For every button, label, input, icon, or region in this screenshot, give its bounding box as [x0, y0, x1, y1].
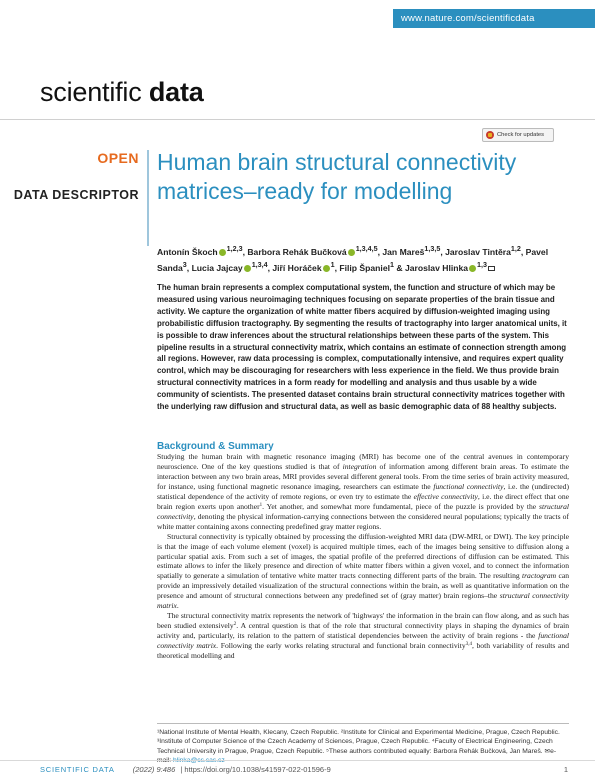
author-name[interactable]: Jaroslav Hlinka	[404, 263, 469, 274]
italic-term: integration	[342, 461, 377, 471]
orcid-icon[interactable]	[469, 265, 476, 272]
text-run: .	[176, 601, 179, 611]
author-affiliation: 1,2,3	[226, 245, 243, 253]
article-type-label: DATA DESCRIPTOR	[13, 188, 139, 202]
italic-term: effective connectivity	[413, 491, 478, 501]
journal-logo	[40, 76, 204, 108]
text-run: , both variability of results and theoretical modelling and	[157, 641, 569, 661]
italic-term: functional connectivity	[433, 481, 504, 491]
author-separator: ,	[186, 263, 192, 274]
text-run: , i.e. the direct effect that one brain region exerts upon another	[157, 491, 570, 511]
text-run: , denoting the physical information-carrying connections between the considered neural populations; typically the tracts of white matter containing axons connecting predefined gray matter regions.	[157, 511, 569, 531]
footer-divider	[0, 760, 595, 761]
crossmark-icon	[486, 131, 494, 139]
text-run: can provide an impressively detailed visualization of the structural connections within the brain, as well as quantitative information on the presence and amount of structural connections between any predefined set of (gray matter) brain regions–the	[157, 571, 570, 601]
open-access-label: OPEN	[97, 150, 139, 166]
paragraph-3	[157, 611, 569, 661]
italic-term: functional connectivity matrix	[157, 631, 569, 651]
body-text	[157, 452, 569, 661]
reference-link[interactable]: 1	[259, 502, 263, 508]
check-updates-label: Check for updates	[497, 132, 545, 138]
footer-journal: SCIENTIFIC DATA	[40, 765, 115, 774]
orcid-icon[interactable]	[219, 249, 226, 256]
italic-term: structural connectivity matrix	[157, 591, 569, 611]
email-icon[interactable]	[488, 266, 495, 271]
paragraph-2	[157, 532, 569, 612]
text-run: Studying the human brain with magnetic resonance imaging (MRI) has become one of the central avenues in contemporary neuroscience. One of the key questions studied is that of	[157, 452, 569, 471]
journal-logo-light: scientific	[40, 77, 142, 107]
orcid-icon[interactable]	[244, 265, 251, 272]
section-heading: Background & Summary	[157, 441, 274, 452]
reference-link[interactable]: 3,4	[465, 642, 472, 648]
author-affiliation: 1	[390, 261, 394, 270]
journal-url[interactable]: www.nature.com/scientificdata	[393, 9, 595, 28]
author-name[interactable]: Barbora Rehák Bučková	[247, 246, 347, 257]
italic-term: tractogram	[521, 571, 557, 581]
text-run: , i.e. the (undirected) statistical dependence of the activity of remote regions, or even try to estimate the	[157, 481, 569, 501]
affiliations-text: ¹National Institute of Mental Health, Klecany, Czech Republic. ²Institute for Clinical and Experimental Medicine, Prague, Czech Republic. ³Institute of Computer Science of the Czech Academy of Sciences, Prague, Czech Republic. ⁴Faculty of Electrical Engineering, Czech Technical University in Prague, Prague, Czech Republic. ⁵These authors contributed equally: Barbora Rehák Bučková, Jan Mareš. ✉e-	[157, 729, 560, 755]
check-updates-button[interactable]	[482, 128, 554, 142]
author-name[interactable]: Jiří Horáček	[272, 263, 322, 274]
author-name[interactable]: Lucia Jajcay	[191, 263, 243, 274]
reference-link[interactable]: 2	[233, 622, 237, 628]
author-affiliation: 1,3,4	[251, 261, 268, 270]
article-title: Human brain structural connectivity matrices–ready for modelling	[157, 149, 517, 204]
title-accent-bar	[147, 150, 149, 246]
author-name[interactable]: Filip Španiel	[339, 263, 390, 274]
author-affiliation: 1	[330, 261, 335, 270]
author-separator: ,	[242, 246, 248, 257]
author-affiliation: 3	[182, 261, 187, 270]
italic-term: structural connectivity	[157, 501, 569, 521]
page-footer	[40, 765, 568, 774]
author-separator: ,	[440, 246, 446, 257]
author-name[interactable]: Pavel Sanda	[157, 246, 549, 274]
footer-doi[interactable]: | https://doi.org/10.1038/s41597-022-01596-9	[180, 765, 331, 774]
author-separator: ,	[334, 263, 340, 274]
author-affiliation: 1,3,4,5	[355, 245, 378, 253]
author-name[interactable]: Antonín Škoch	[157, 246, 218, 257]
text-run: The structural connectivity matrix represents the network of 'highways' the information in the brain can flow along, and as such has been studied extensively	[157, 611, 569, 631]
author-name[interactable]: Jan Mareš	[382, 246, 425, 257]
author-list	[157, 243, 569, 276]
author-separator: ,	[520, 246, 526, 257]
footnote-divider	[157, 723, 569, 724]
author-separator: ,	[267, 263, 273, 274]
text-run: of information among different brain areas. To estimate the interaction between any two brain areas, MRI provides several different general tools. From the time series of brain activity measured, for instance, using functional magnetic resonance imaging, researchers can estimate the	[157, 461, 569, 491]
journal-logo-bold: data	[148, 77, 204, 107]
orcid-icon[interactable]	[348, 249, 355, 256]
text-run: Structural connectivity is typically obtained by processing the diffusion-weighted MRI data (DW-MRI, or DWI). The key principle is that the image of each volume element (voxel) is acquired multiple times, each of the images being sensitive to diffusion along a particular spatial axis. From such a set of images, the spatial profile of the preferred directions of diffusion can be estimated. This estimate allows to infer the likely presence and direction of white matter fibers within a given voxel, and to connect the information spatially to generate a simulation of tentative white matter tracts connecting different parts of the brain. The resulting	[157, 531, 569, 581]
author-affiliation: 1,2	[510, 245, 521, 253]
paragraph-1	[157, 452, 569, 532]
page-number: 1	[563, 765, 568, 774]
author-affiliation: 1,3,5	[424, 245, 441, 253]
author-separator: ,	[377, 246, 383, 257]
text-run: . Yet another, and somewhat more fundamental, piece of the puzzle is provided by the	[262, 501, 540, 511]
header-divider	[0, 119, 595, 120]
author-affiliation: 1,3	[477, 261, 487, 270]
orcid-icon[interactable]	[323, 265, 330, 272]
abstract: The human brain represents a complex computational system, the function and structure of which may be measured using various neuroimaging techniques focusing on separate properties of the brain tissue and activity. We capture the organization of white matter fibers acquired by diffusion-weighted imaging using probabilistic diffusion tractography. By segmenting the results of tractography into larger anatomical units, it is possible to draw inferences about the structural relationships between these parts of the system. This pipeline results in a structural connectivity matrix, which contains an estimate of connection strength among all regions. However, raw data processing is complex, computationally intensive, and requires expert quality control, which may be discouraging for researchers with less experience in the field. We thus provide brain structural connectivity matrices in a form ready for modelling and analysis and thus usable by a wide community of scientists. The presented dataset contains brain structural connectivity matrices together with the underlying raw diffusion and structural data, as well as basic demographic data of 88 healthy subjects.	[157, 283, 567, 412]
author-separator: &	[393, 263, 405, 274]
author-name[interactable]: Jaroslav Tintěra	[445, 246, 511, 257]
text-run: . Following the early works relating structural and functional brain connectivity	[216, 641, 466, 651]
text-run: . A central question is that of the role that structural connectivity plays in shaping the dynamics of brain activity and, particularly, its relation to the pattern of statistical dependencies between the activity of brain regions - the	[157, 621, 570, 641]
footer-citation: (2022) 9:486	[132, 765, 176, 774]
